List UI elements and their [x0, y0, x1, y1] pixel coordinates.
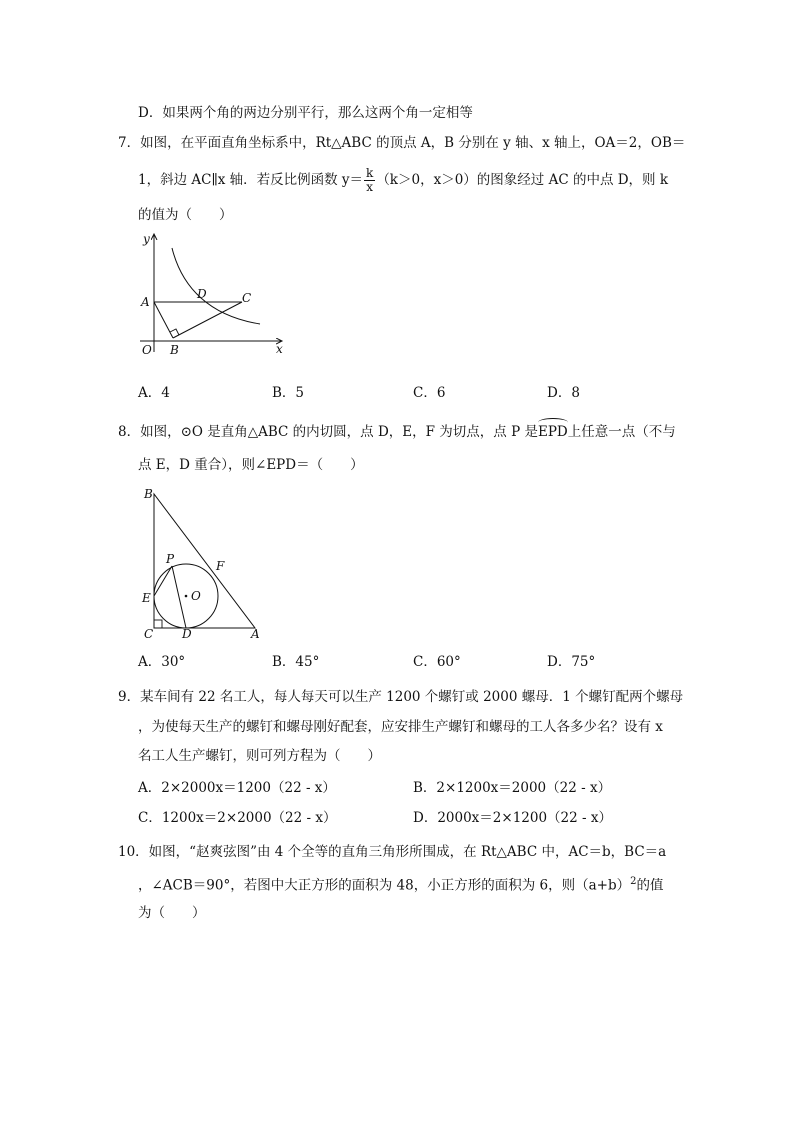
q7-label-c: C [242, 291, 252, 305]
q9-stem-line2: ，为使每天生产的螺钉和螺母刚好配套，应安排生产螺钉和螺母的工人各多少名？设有 x [138, 719, 663, 735]
q8-option-a: A．30° [138, 654, 186, 670]
q7-option-b: B．5 [272, 385, 305, 401]
q7-hyperbola [172, 248, 260, 324]
q7-option-c: C．6 [413, 385, 446, 401]
q7-label-a: A [141, 295, 150, 309]
q9-option-b: B．2×1200x＝2000（22 - x） [413, 780, 612, 796]
q8-right-angle-mark [154, 620, 162, 628]
q8-segment-pd [172, 566, 186, 628]
q7-fraction-numerator: k [366, 166, 374, 180]
q10-stem-line2-start: ，∠ACB＝90°，若图中大正方形的面积为 48，小正方形的面积为 6，则（a+b） [138, 877, 631, 894]
q7-option-d: D．8 [547, 385, 580, 401]
q8-label-f: F [216, 559, 225, 573]
q8-segment-pe [154, 566, 172, 596]
q8-center-dot [185, 595, 188, 598]
q7-option-a: A．4 [138, 385, 170, 401]
q9-stem-line3: 名工人生产螺钉，则可列方程为（ ） [138, 748, 381, 764]
q7-label-b: B [170, 343, 179, 357]
q7-stem-line2-start: 1，斜边 AC∥x 轴．若反比例函数 y＝ [138, 172, 364, 188]
q8-label-a: A [251, 627, 260, 641]
q10-stem-line1: 10．如图，“赵爽弦图”由 4 个全等的直角三角形所围成，在 Rt△ABC 中，AC＝b，BC＝a [118, 844, 667, 860]
q10-superscript: 2 [630, 876, 637, 887]
q8-option-d: D．75° [547, 654, 596, 670]
q7-stem-line3: 的值为（ ） [138, 207, 233, 223]
q10-stem-line2-end: 的值 [636, 877, 664, 894]
q7-stem-line2-end: （k＞0，x＞0）的图象经过 AC 的中点 D，则 k [376, 172, 669, 188]
q7-label-x: x [276, 342, 283, 356]
q6-option-d: D．如果两个角的两边分别平行，那么这两个角一定相等 [138, 105, 473, 121]
q8-label-p: P [166, 552, 175, 566]
q8-label-o: O [191, 589, 201, 603]
q8-arc-epd: EPD [537, 424, 568, 440]
q7-stem-line1: 7．如图，在平面直角坐标系中，Rt△ABC 的顶点 A，B 分别在 y 轴、x 轴上，OA＝2，OB＝ [118, 135, 686, 151]
q9-option-d: D．2000x＝2×1200（22 - x） [413, 810, 612, 826]
q7-label-y: y [143, 232, 150, 246]
q8-label-e: E [142, 591, 151, 605]
q8-stem-line1-start: 8．如图，⊙O 是直角△ABC 的内切圆，点 D，E，F 为切点，点 P 是 [118, 424, 538, 440]
q7-label-o: O [142, 343, 152, 357]
q9-option-c: C．1200x＝2×2000（22 - x） [138, 810, 337, 826]
q8-figure [138, 484, 268, 642]
q8-stem-line1 [118, 422, 676, 442]
q10-stem-line2 [138, 872, 663, 896]
q7-segment-bc [173, 302, 242, 338]
q7-fraction-denominator: x [366, 180, 374, 194]
q9-stem-line1: 9．某车间有 22 名工人，每人每天可以生产 1200 个螺钉或 2000 螺母．1 个螺钉配两个螺母 [118, 689, 684, 705]
q7-fraction [364, 167, 375, 194]
q8-stem-line1-end: 上任意一点（不与 [567, 424, 676, 440]
q9-option-a: A．2×2000x＝1200（22 - x） [138, 780, 336, 796]
q8-label-c: C [144, 627, 154, 641]
q8-label-d: D [182, 627, 192, 641]
q8-option-c: C．60° [413, 654, 461, 670]
q7-label-d: D [197, 287, 207, 301]
q7-stem-line2 [138, 167, 668, 194]
q10-stem-line3: 为（ ） [138, 905, 206, 921]
q7-segment-ab [154, 302, 173, 338]
q7-figure [130, 228, 290, 360]
q8-option-b: B．45° [272, 654, 320, 670]
q8-label-b: B [144, 487, 153, 501]
q8-stem-line2: 点 E，D 重合），则∠EPD＝（ ） [138, 457, 364, 473]
